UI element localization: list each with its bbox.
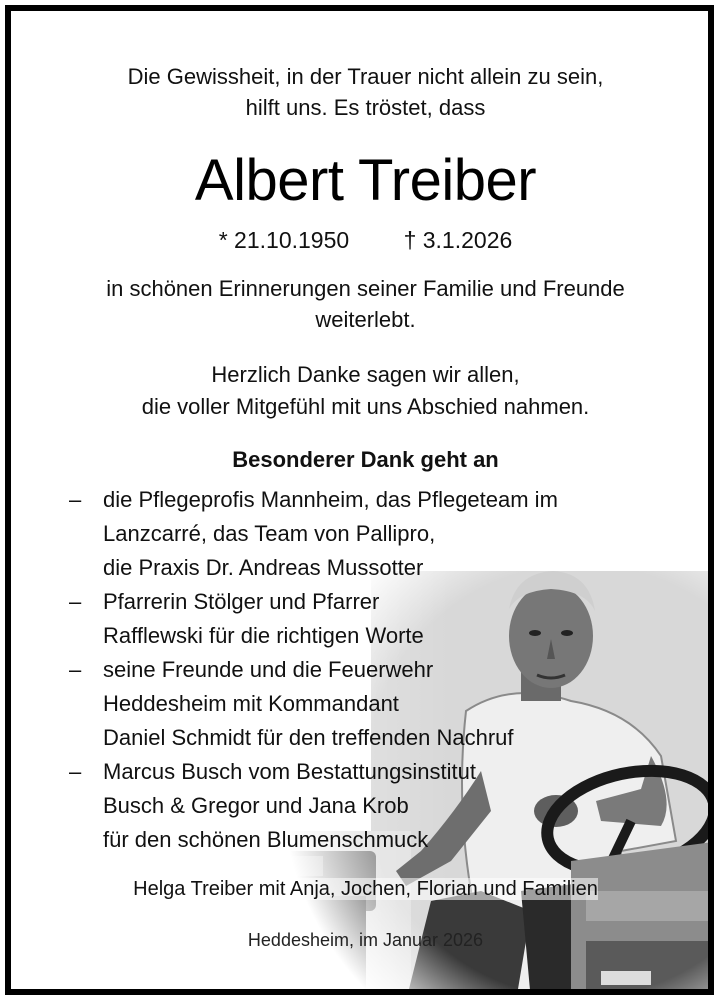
death-date: † 3.1.2026 xyxy=(403,227,513,253)
notice-frame xyxy=(5,5,714,995)
dash-bullet: – xyxy=(69,759,82,784)
thanks-line: Herzlich Danke sagen wir allen, xyxy=(211,362,520,387)
place-date: Heddesheim, im Januar 2026 xyxy=(247,930,484,950)
special-thanks-heading: Besonderer Dank geht an xyxy=(232,447,499,472)
list-item-line: Lanzcarré, das Team von Pallipro, xyxy=(103,521,436,546)
list-item-line: Pfarrerin Stölger und Pfarrer xyxy=(103,589,380,614)
list-item-line: die Pflegeprofis Mannheim, das Pflegeteam im xyxy=(103,487,558,512)
memory-text xyxy=(11,273,714,335)
list-item-line: Heddesheim mit Kommandant xyxy=(103,691,399,716)
list-item xyxy=(63,483,663,585)
list-item xyxy=(63,755,663,857)
list-item-line: seine Freunde und die Feuerwehr xyxy=(103,657,434,682)
deceased-name: Albert Treiber xyxy=(194,148,537,213)
list-item-line: Rafflewski für die richtigen Worte xyxy=(103,623,424,648)
dash-bullet: – xyxy=(69,487,82,512)
birth-date: * 21.10.1950 xyxy=(218,227,350,253)
list-item xyxy=(63,653,663,755)
memory-line: weiterlebt. xyxy=(315,307,416,332)
list-item-line: Daniel Schmidt für den treffenden Nachruf xyxy=(103,725,514,750)
family-signature xyxy=(11,875,714,903)
thanks-text xyxy=(11,359,714,423)
thanks-list xyxy=(63,483,663,857)
list-item-line: Marcus Busch vom Bestattungsinstitut xyxy=(103,759,476,784)
notice-content xyxy=(11,11,714,995)
life-dates xyxy=(11,225,714,255)
list-item xyxy=(63,585,663,653)
dash-bullet: – xyxy=(69,657,82,682)
family-names: Helga Treiber mit Anja, Jochen, Florian und Familien xyxy=(133,878,598,900)
intro-text xyxy=(11,61,714,123)
dash-bullet: – xyxy=(69,589,82,614)
intro-line: hilft uns. Es tröstet, dass xyxy=(245,95,486,120)
list-item-line: für den schönen Blumenschmuck xyxy=(103,827,429,852)
thanks-line: die voller Mitgefühl mit uns Abschied nahmen. xyxy=(141,394,590,419)
intro-line: Die Gewissheit, in der Trauer nicht allein zu sein, xyxy=(127,64,604,89)
list-item-line: die Praxis Dr. Andreas Mussotter xyxy=(103,555,424,580)
memory-line: in schönen Erinnerungen seiner Familie und Freunde xyxy=(106,276,625,301)
list-item-line: Busch & Gregor und Jana Krob xyxy=(103,793,409,818)
